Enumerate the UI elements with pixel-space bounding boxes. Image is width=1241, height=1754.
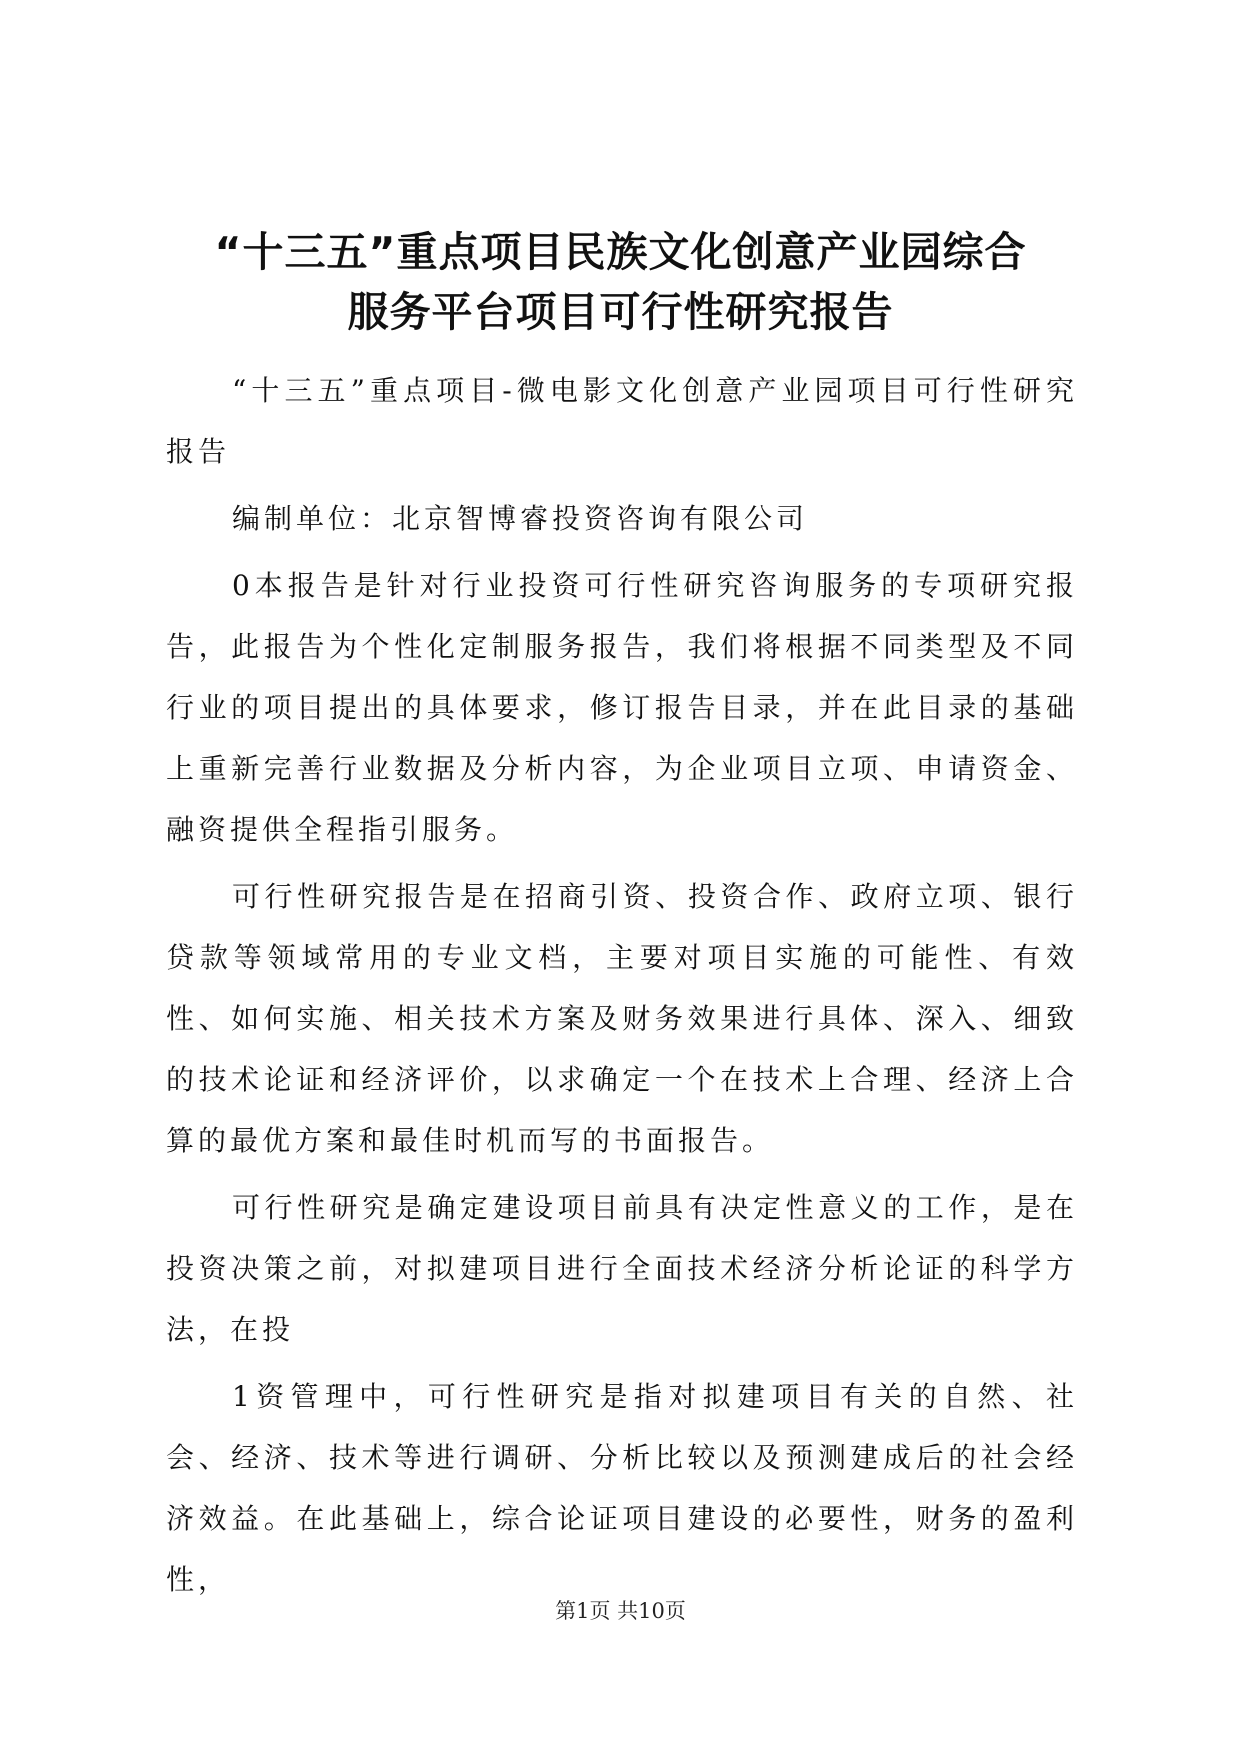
title-line-1: “十三五”重点项目民族文化创意产业园综合	[214, 228, 1027, 276]
body-paragraph: 可行性研究报告是在招商引资、投资合作、政府立项、银行贷款等领域常用的专业文档，主要对项目实施的可能性、有效性、如何实施、相关技术方案及财务效果进行具体、深入、细致的技术论证和经济评价，以求确定一个在技术上合理、经济上合算的最优方案和最佳时机而写的书面报告。	[166, 880, 1078, 1157]
subtitle-paragraph: “十三五”重点项目-微电影文化创意产业园项目可行性研究报告	[166, 374, 1078, 468]
document-body	[166, 360, 1078, 1616]
title-line-2: 服务平台项目可行性研究报告	[347, 288, 894, 336]
page-footer: 第1页 共10页	[555, 1599, 686, 1623]
document-title	[150, 222, 1091, 342]
compiler-paragraph: 编制单位：北京智博睿投资咨询有限公司	[232, 502, 809, 535]
body-paragraph: 0本报告是针对行业投资可行性研究咨询服务的专项研究报告，此报告为个性化定制服务报告，我们将根据不同类型及不同行业的项目提出的具体要求，修订报告目录，并在此目录的基础上重新完善行业数据及分析内容，为企业项目立项、申请资金、融资提供全程指引服务。	[166, 569, 1078, 846]
body-paragraph: 可行性研究是确定建设项目前具有决定性意义的工作，是在投资决策之前，对拟建项目进行全面技术经济分析论证的科学方法，在投	[166, 1191, 1078, 1346]
body-paragraph: 1资管理中，可行性研究是指对拟建项目有关的自然、社会、经济、技术等进行调研、分析比较以及预测建成后的社会经济效益。在此基础上，综合论证项目建设的必要性，财务的盈利性，	[166, 1380, 1078, 1596]
